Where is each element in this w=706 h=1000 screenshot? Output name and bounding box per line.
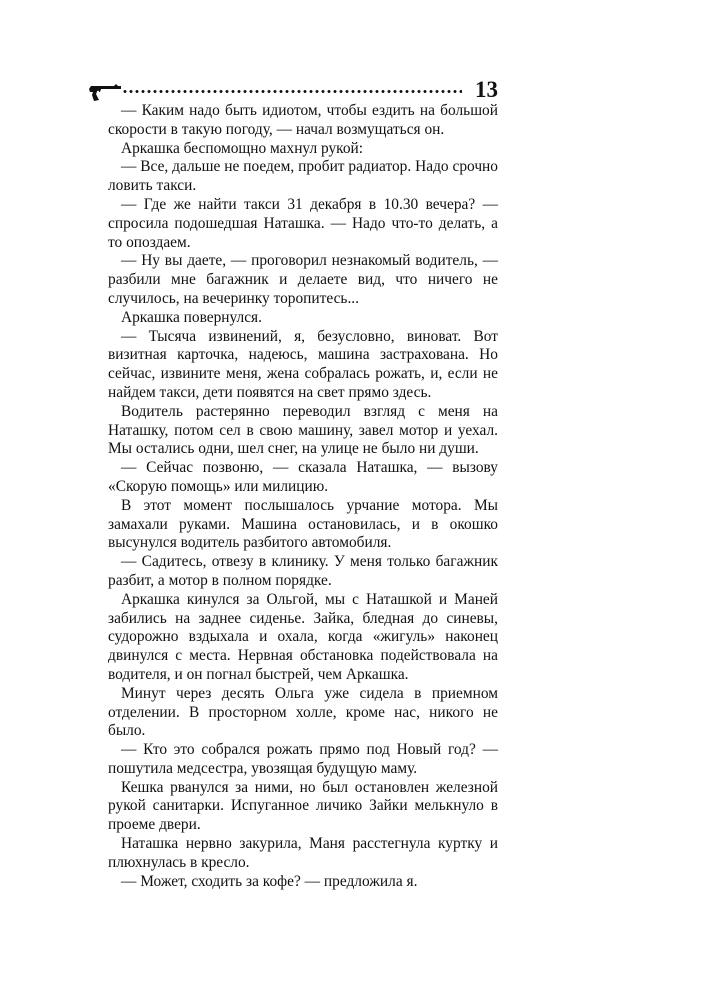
paragraph: Аркашка беспомощно махнул рукой: — [121, 139, 364, 157]
paragraph: — Садитесь, отвезу в клинику. У меня только багажник разбит, а мотор в полном порядке. — [108, 553, 498, 589]
paragraph: — Может, сходить за кофе? — предложила я. — [121, 872, 418, 890]
paragraph: — Все, дальше не поедем, пробит радиатор. Надо срочно ловить такси. — [108, 158, 498, 195]
page-header — [88, 78, 498, 104]
paragraph: В этот момент послышалось урчание мотора. Мы замахали руками. Машина остановилась, и в окошко высунулся водитель разбитого автомобиля. — [108, 496, 498, 552]
paragraph: Водитель растерянно переводил взгляд с меня на Наташку, потом сел в свою машину, завел мотор и уехал. Мы остались одни, шел снег, на улице не было ни души. — [108, 402, 498, 458]
paragraph: — Ну вы даете, — проговорил незнакомый водитель, — разбили мне багажник и делаете вид, что ничего не случилось, на вечеринку торопитесь... — [108, 252, 498, 307]
paragraph: Наташка нервно закурила, Маня расстегнула куртку и плюхнулась в кресло. — [108, 835, 498, 871]
body-text — [108, 102, 498, 891]
paragraph: Кешка рванулся за ними, но был остановлен железной рукой санитарки. Испуганное личико Зайки мелькнуло в проеме двери. — [108, 778, 498, 834]
paragraph: Аркашка кинулся за Ольгой, мы с Наташкой и Маней забились на заднее сиденье. Зайка, бледная до синевы, судорожно вздыхала и охала, когда «жигуль» наконец двинулся с места. Нервная обстановка подействовала на водителя, и он погнал быстрей, чем Аркашка. — [108, 590, 498, 683]
paragraph: — Где же найти такси 31 декабря в 10.30 вечера? — спросила подошедшая Наташка. — Надо что-то делать, а то опоздаем. — [108, 195, 498, 251]
revolver-icon — [88, 80, 122, 102]
paragraph: — Кто это собрался рожать прямо под Новый год? — пошутила медсестра, увозящая будущую маму. — [108, 741, 498, 777]
paragraph: Минут через десять Ольга уже сидела в приемном отделении. В просторном холле, кроме нас, никого не было. — [108, 684, 498, 740]
paragraph: Аркашка повернулся. — [121, 308, 262, 326]
paragraph: — Сейчас позвоню, — сказала Наташка, — вызову «Скорую помощь» или милицию. — [108, 459, 498, 495]
paragraph: — Тысяча извинений, я, безусловно, виноват. Вот визитная карточка, надеюсь, машина застрахована. Но сейчас, извините меня, жена собралась рожать, и, если не найдем такси, дети появятся на свет прямо здесь. — [108, 327, 498, 401]
dotted-rule — [122, 89, 462, 94]
page-number: 13 — [475, 77, 498, 102]
paragraph: — Каким надо быть идиотом, чтобы ездить на большой скорости в такую погоду, — начал возмущаться он. — [108, 102, 498, 138]
